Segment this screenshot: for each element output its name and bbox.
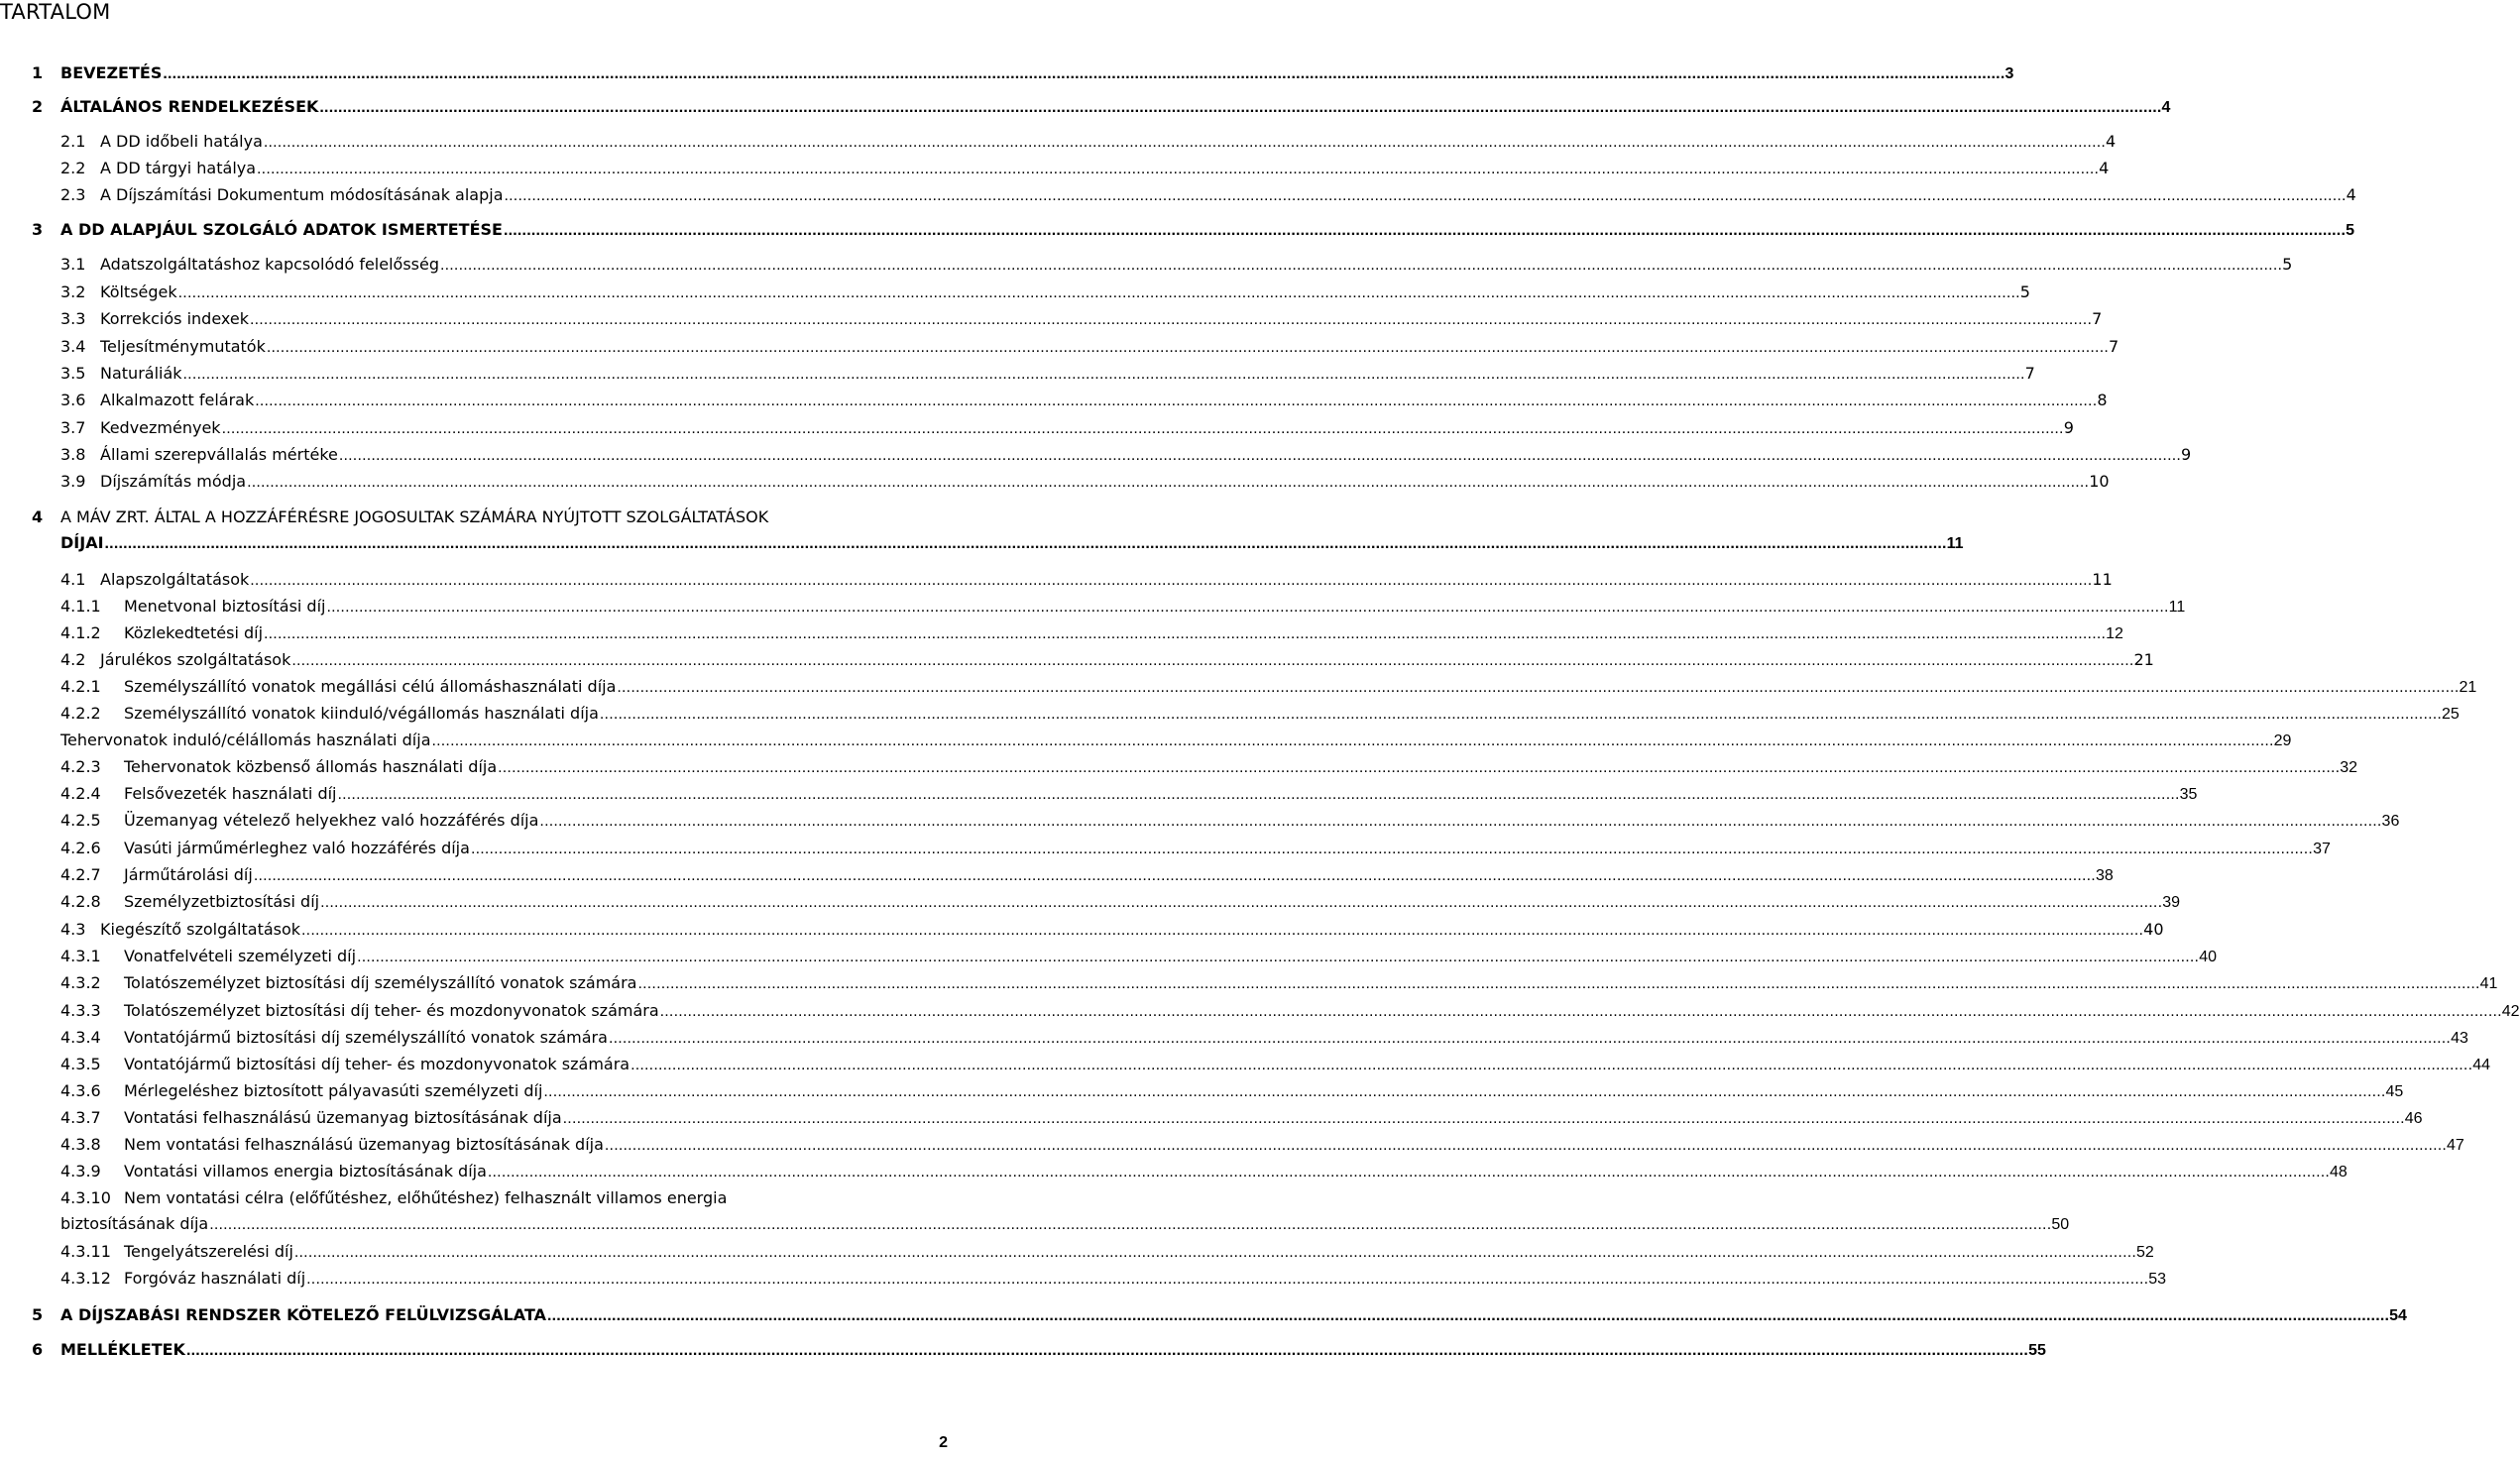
toc-entry-label: A MÁV ZRT. ÁLTAL A HOZZÁFÉRÉSRE JOGOSULTAK SZÁMÁRA NYÚJTOTT SZOLGÁLTATÁSOK [60, 507, 769, 526]
toc-entry[interactable] [0, 702, 2460, 729]
toc-entry-number: 2.1 [60, 132, 86, 151]
toc-entry-label: Személyszállító vonatok kiinduló/végállomás használati díja [124, 704, 599, 723]
toc-entry-label: MELLÉKLETEK [60, 1340, 185, 1359]
dot-leader: ................................................................................................................................................................................................................................................................................................................................................................................................................ [163, 65, 2005, 82]
toc-entry-label: Vontatójármű biztosítási díj személyszállító vonatok számára [124, 1028, 608, 1047]
toc-entry[interactable] [0, 253, 2293, 280]
toc-entry-page: 21 [2133, 650, 2154, 669]
toc-entry-page: 8 [2097, 391, 2108, 409]
dot-leader: ................................................................................................................................................................................................................................................................................................................................................................................................................ [255, 393, 2098, 409]
toc-entry[interactable] [0, 61, 2014, 88]
toc-entry-page: 42 [2501, 1003, 2520, 1020]
toc-entry-number: 4.3 [60, 920, 86, 939]
toc-entry-number: 4.2.1 [60, 677, 101, 696]
dot-leader: ................................................................................................................................................................................................................................................................................................................................................................................................................ [257, 161, 2100, 177]
toc-entry[interactable] [0, 971, 2498, 998]
toc-title: TARTALOM [0, 0, 111, 24]
toc-entry-number: 4.3.10 [60, 1188, 111, 1207]
toc-entry-number: 1 [32, 63, 44, 82]
toc-entry-page: 21 [2459, 679, 2477, 696]
toc-entry-page: 43 [2451, 1030, 2468, 1047]
dot-leader: ................................................................................................................................................................................................................................................................................................................................................................................................................ [630, 1057, 2473, 1073]
toc-entry-label: Vontatási villamos energia biztosításának díja [124, 1162, 487, 1181]
toc-entry-page: 9 [2181, 445, 2192, 464]
dot-leader: ................................................................................................................................................................................................................................................................................................................................................................................................................ [470, 841, 2314, 857]
dot-leader: ................................................................................................................................................................................................................................................................................................................................................................................................................ [263, 134, 2106, 151]
dot-leader: ................................................................................................................................................................................................................................................................................................................................................................................................................ [250, 572, 2093, 589]
toc-entry-number: 4.3.4 [60, 1028, 101, 1047]
toc-entry-number: 5 [32, 1305, 44, 1324]
toc-entry-page: 40 [2143, 920, 2164, 939]
toc-entry-page: 25 [2442, 706, 2460, 723]
toc-entry[interactable] [0, 782, 2198, 809]
toc-entry-number: 4.3.7 [60, 1108, 101, 1127]
toc-entry-label: Nem vontatási felhasználású üzemanyag biztosításának díja [124, 1135, 604, 1154]
dot-leader: ................................................................................................................................................................................................................................................................................................................................................................................................................ [608, 1030, 2452, 1047]
toc-entry-label: A DD ALAPJÁUL SZOLGÁLÓ ADATOK ISMERTETÉSE [60, 220, 503, 239]
toc-entry-number: 6 [32, 1340, 44, 1359]
toc-entry[interactable] [0, 918, 2164, 945]
toc-entry-number: 3.5 [60, 364, 86, 383]
toc-entry-label: Vontatási felhasználású üzemanyag biztosításának díja [124, 1108, 562, 1127]
toc-entry-page: 9 [2063, 418, 2074, 437]
toc-entry-number: 4.2.4 [60, 784, 101, 803]
toc-entry-label: Teljesítménymutatók [100, 337, 266, 356]
toc-entry-number: 4.3.8 [60, 1135, 101, 1154]
toc-entry-label: Üzemanyag vételező helyekhez való hozzáférés díja [124, 811, 539, 830]
dot-leader: ................................................................................................................................................................................................................................................................................................................................................................................................................ [319, 99, 2162, 116]
toc-entry[interactable] [0, 1240, 2154, 1267]
toc-entry-number: 3.9 [60, 472, 86, 491]
toc-entry-number: 4.2.3 [60, 757, 101, 776]
dot-leader: ................................................................................................................................................................................................................................................................................................................................................................................................................ [291, 652, 2134, 669]
toc-entry[interactable] [0, 1267, 2167, 1293]
toc-entry-number: 4 [32, 507, 44, 526]
dot-leader: ................................................................................................................................................................................................................................................................................................................................................................................................................ [659, 1003, 2502, 1020]
toc-entry-page: 11 [2092, 570, 2113, 589]
toc-entry[interactable] [0, 729, 2292, 755]
toc-entry-page: 11 [1946, 535, 1964, 552]
toc-entry[interactable] [0, 1133, 2464, 1160]
dot-leader: ................................................................................................................................................................................................................................................................................................................................................................................................................ [320, 894, 2163, 911]
toc-entry-number: 2.2 [60, 159, 86, 177]
toc-entry-number: 3.3 [60, 309, 86, 328]
dot-leader: ................................................................................................................................................................................................................................................................................................................................................................................................................ [562, 1110, 2405, 1127]
toc-entry[interactable] [0, 130, 2117, 157]
toc-entry-label-continued: DÍJAI [60, 533, 104, 552]
dot-leader: ................................................................................................................................................................................................................................................................................................................................................................................................................ [599, 706, 2443, 723]
dot-leader: ................................................................................................................................................................................................................................................................................................................................................................................................................ [182, 366, 2025, 383]
toc-entry-page: 10 [2089, 472, 2110, 491]
dot-leader: ................................................................................................................................................................................................................................................................................................................................................................................................................ [439, 257, 2283, 274]
toc-entry-label: Személyszállító vonatok megállási célú állomáshasználati díja [124, 677, 617, 696]
toc-entry-page: 45 [2385, 1083, 2404, 1100]
toc-entry-label: A DD tárgyi hatálya [100, 159, 257, 177]
toc-entry-number: 3.7 [60, 418, 86, 437]
dot-leader: ................................................................................................................................................................................................................................................................................................................................................................................................................ [498, 759, 2341, 776]
toc-entry[interactable] [0, 945, 2217, 971]
toc-entry-page: 53 [2148, 1271, 2167, 1288]
toc-entry[interactable] [0, 863, 2114, 890]
dot-leader: ................................................................................................................................................................................................................................................................................................................................................................................................................ [617, 679, 2460, 696]
toc-entry-number: 4.3.5 [60, 1055, 101, 1073]
toc-entry-page: 4 [2161, 99, 2171, 116]
toc-entry-label-continued: biztosításának díja [60, 1214, 209, 1233]
toc-entry-label: ÁLTALÁNOS RENDELKEZÉSEK [60, 97, 319, 116]
toc-entry[interactable] [0, 218, 2354, 245]
toc-entry-page: 50 [2051, 1216, 2070, 1233]
toc-entry-label: Alkalmazott felárak [100, 391, 255, 409]
toc-entry[interactable] [0, 621, 2123, 648]
toc-entry-label: Díjszámítás módja [100, 472, 247, 491]
toc-entry[interactable] [0, 443, 2192, 470]
toc-entry-label: A Díjszámítási Dokumentum módosításának alapja [100, 185, 504, 204]
dot-leader: ................................................................................................................................................................................................................................................................................................................................................................................................................ [326, 599, 2169, 616]
toc-entry-number: 4.2.8 [60, 892, 101, 911]
toc-entry-label: Kedvezmények [100, 418, 221, 437]
toc-entry-label: Tehervonatok induló/célállomás használati díja [60, 731, 431, 749]
toc-entry-label: Tolatószemélyzet biztosítási díj teher- és mozdonyvonatok számára [124, 1001, 659, 1020]
toc-entry-page: 39 [2162, 894, 2181, 911]
toc-entry-page: 7 [2092, 309, 2103, 328]
page-number: 2 [939, 1434, 948, 1451]
toc-entry[interactable] [0, 362, 2035, 389]
dot-leader: ................................................................................................................................................................................................................................................................................................................................................................................................................ [249, 311, 2093, 328]
toc-entry[interactable] [0, 1079, 2404, 1106]
toc-entry-label: BEVEZETÉS [60, 63, 163, 82]
toc-entry-label: Járulékos szolgáltatások [100, 650, 291, 669]
toc-entry[interactable] [0, 568, 2113, 595]
dot-leader: ................................................................................................................................................................................................................................................................................................................................................................................................................ [504, 187, 2347, 204]
toc-entry-number: 2.3 [60, 185, 86, 204]
toc-entry[interactable] [0, 416, 2074, 443]
toc-entry[interactable] [0, 1106, 2423, 1133]
toc-entry-number: 4.2.5 [60, 811, 101, 830]
toc-entry-page: 5 [2346, 222, 2354, 239]
dot-leader: ................................................................................................................................................................................................................................................................................................................................................................................................................ [221, 420, 2064, 437]
toc-entry-page: 4 [2099, 159, 2110, 177]
toc-entry-number: 4.1 [60, 570, 86, 589]
toc-entry-page: 44 [2472, 1057, 2491, 1073]
toc-entry-number: 4.3.2 [60, 973, 101, 992]
toc-entry-label: Tengelyátszerelési díj [124, 1242, 293, 1261]
toc-entry-page: 4 [2106, 132, 2117, 151]
dot-leader: ................................................................................................................................................................................................................................................................................................................................................................................................................ [306, 1271, 2149, 1288]
toc-entry-page: 29 [2273, 732, 2292, 749]
toc-entry[interactable] [0, 1303, 2407, 1330]
toc-entry[interactable] [0, 1186, 2070, 1233]
toc-entry-number: 3.6 [60, 391, 86, 409]
toc-entry-number: 3.4 [60, 337, 86, 356]
toc-entry-label: Személyzetbiztosítási díj [124, 892, 320, 911]
dot-leader: ................................................................................................................................................................................................................................................................................................................................................................................................................ [185, 1342, 2029, 1359]
toc-entry-page: 55 [2028, 1342, 2046, 1359]
toc-entry-number: 3.1 [60, 255, 86, 274]
dot-leader: ................................................................................................................................................................................................................................................................................................................................................................................................................ [337, 786, 2180, 803]
dot-leader: ................................................................................................................................................................................................................................................................................................................................................................................................................ [293, 1244, 2137, 1261]
toc-entry[interactable] [0, 1338, 2046, 1365]
dot-leader: ................................................................................................................................................................................................................................................................................................................................................................................................................ [104, 535, 1947, 552]
toc-entry-label: Kiegészítő szolgáltatások [100, 920, 301, 939]
toc-entry-label: Vontatójármű biztosítási díj teher- és mozdonyvonatok számára [124, 1055, 630, 1073]
toc-entry[interactable] [0, 183, 2356, 210]
toc-entry-page: 46 [2404, 1110, 2423, 1127]
toc-entry-number: 4.3.11 [60, 1242, 111, 1261]
toc-entry[interactable] [0, 389, 2108, 415]
toc-entry-label: Vasúti járműmérleghez való hozzáférés díja [124, 839, 470, 857]
dot-leader: ................................................................................................................................................................................................................................................................................................................................................................................................................ [357, 949, 2200, 965]
toc-entry[interactable] [0, 675, 2477, 702]
toc-entry-label: Költségek [100, 282, 177, 301]
toc-entry-label: Naturáliák [100, 364, 182, 383]
toc-entry-number: 3 [32, 220, 44, 239]
dot-leader: ................................................................................................................................................................................................................................................................................................................................................................................................................ [487, 1164, 2331, 1181]
dot-leader: ................................................................................................................................................................................................................................................................................................................................................................................................................ [338, 447, 2181, 464]
toc-entry-label: Mérlegeléshez biztosított pályavasúti személyzeti díj [124, 1081, 543, 1100]
toc-entry-label: Adatszolgáltatáshoz kapcsolódó felelősség [100, 255, 439, 274]
dot-leader: ................................................................................................................................................................................................................................................................................................................................................................................................................ [266, 339, 2109, 356]
toc-entry-label: Forgóváz használati díj [124, 1269, 306, 1288]
dot-leader: ................................................................................................................................................................................................................................................................................................................................................................................................................ [543, 1083, 2386, 1100]
toc-entry[interactable] [0, 335, 2119, 362]
toc-entry-page: 40 [2199, 949, 2217, 965]
toc-entry-page: 3 [2005, 65, 2014, 82]
dot-leader: ................................................................................................................................................................................................................................................................................................................................................................................................................ [503, 222, 2347, 239]
toc-entry[interactable] [0, 837, 2331, 863]
toc-entry[interactable] [0, 595, 2186, 621]
toc-entry[interactable] [0, 157, 2110, 183]
toc-entry-number: 4.2 [60, 650, 86, 669]
toc-entry-label: Tehervonatok közbenső állomás használati díja [124, 757, 498, 776]
dot-leader: ................................................................................................................................................................................................................................................................................................................................................................................................................ [301, 922, 2144, 939]
toc-entry[interactable] [0, 470, 2110, 497]
toc-entry-page: 54 [2389, 1307, 2407, 1324]
toc-entry[interactable] [0, 307, 2103, 334]
toc-entry-page: 7 [2024, 364, 2035, 383]
toc-entry-page: 35 [2179, 786, 2198, 803]
dot-leader: ................................................................................................................................................................................................................................................................................................................................................................................................................ [253, 867, 2096, 884]
toc-entry-page: 11 [2168, 599, 2186, 616]
dot-leader: ................................................................................................................................................................................................................................................................................................................................................................................................................ [177, 284, 2020, 301]
toc-entry-label: Alapszolgáltatások [100, 570, 250, 589]
toc-entry-number: 4.2.7 [60, 865, 101, 884]
toc-entry-page: 48 [2330, 1164, 2348, 1181]
dot-leader: ................................................................................................................................................................................................................................................................................................................................................................................................................ [637, 975, 2480, 992]
toc-entry-page: 4 [2346, 185, 2356, 204]
toc-entry-number: 4.1.1 [60, 597, 101, 616]
toc-entry-number: 4.2.2 [60, 704, 101, 723]
toc-entry[interactable] [0, 809, 2400, 836]
toc-entry[interactable] [0, 1026, 2468, 1053]
dot-leader: ................................................................................................................................................................................................................................................................................................................................................................................................................ [264, 625, 2107, 642]
toc-entry-page: 12 [2106, 625, 2123, 642]
toc-entry[interactable] [0, 755, 2358, 782]
toc-entry-label: A DÍJSZABÁSI RENDSZER KÖTELEZŐ FELÜLVIZSGÁLATA [60, 1305, 546, 1324]
toc-entry-page: 41 [2479, 975, 2498, 992]
toc-entry[interactable] [0, 281, 2030, 307]
toc-entry-number: 3.8 [60, 445, 86, 464]
toc-entry-number: 4.3.3 [60, 1001, 101, 1020]
toc-entry[interactable] [0, 1053, 2491, 1079]
toc-entry[interactable] [0, 999, 2520, 1026]
dot-leader: ................................................................................................................................................................................................................................................................................................................................................................................................................ [209, 1216, 2052, 1233]
toc-entry-label: Közlekedtetési díj [124, 623, 264, 642]
toc-entry[interactable] [0, 506, 1964, 552]
toc-entry-label: Korrekciós indexek [100, 309, 249, 328]
toc-entry-number: 4.3.12 [60, 1269, 111, 1288]
toc-entry-number: 4.1.2 [60, 623, 101, 642]
toc-entry[interactable] [0, 1160, 2348, 1186]
toc-entry-page: 5 [2282, 255, 2293, 274]
toc-entry-number: 4.2.6 [60, 839, 101, 857]
toc-entry[interactable] [0, 890, 2181, 917]
toc-entry-label: Vonatfelvételi személyzeti díj [124, 947, 357, 965]
toc-entry-label: Járműtárolási díj [124, 865, 253, 884]
toc-entry-page: 5 [2019, 282, 2030, 301]
toc-entry[interactable] [0, 95, 2171, 122]
toc-entry-page: 52 [2136, 1244, 2154, 1261]
toc-entry-number: 4.3.6 [60, 1081, 101, 1100]
toc-entry-page: 7 [2108, 337, 2119, 356]
toc-entry-label: Állami szerepvállalás mértéke [100, 445, 338, 464]
toc-entry-label: Menetvonal biztosítási díj [124, 597, 326, 616]
toc-entry[interactable] [0, 648, 2154, 675]
toc-entry-page: 47 [2447, 1137, 2464, 1154]
dot-leader: ................................................................................................................................................................................................................................................................................................................................................................................................................ [547, 1307, 2390, 1324]
toc-entry-label: Nem vontatási célra (előfűtéshez, előhűtéshez) felhasznált villamos energia [124, 1188, 728, 1207]
toc-entry-label: Felsővezeték használati díj [124, 784, 337, 803]
toc-entry-label: Tolatószemélyzet biztosítási díj személyszállító vonatok számára [124, 973, 637, 992]
toc-entry-number: 4.3.1 [60, 947, 101, 965]
toc-entry-label: A DD időbeli hatálya [100, 132, 263, 151]
toc-entry-number: 3.2 [60, 282, 86, 301]
toc-entry-page: 36 [2381, 813, 2400, 830]
toc-entry-number: 2 [32, 97, 44, 116]
dot-leader: ................................................................................................................................................................................................................................................................................................................................................................................................................ [539, 813, 2382, 830]
toc-entry-page: 38 [2095, 867, 2114, 884]
toc-entry-page: 32 [2340, 759, 2358, 776]
dot-leader: ................................................................................................................................................................................................................................................................................................................................................................................................................ [247, 474, 2090, 491]
dot-leader: ................................................................................................................................................................................................................................................................................................................................................................................................................ [604, 1137, 2448, 1154]
dot-leader: ................................................................................................................................................................................................................................................................................................................................................................................................................ [431, 732, 2274, 749]
toc-entry-page: 37 [2313, 841, 2331, 857]
toc-entry-number: 4.3.9 [60, 1162, 101, 1181]
